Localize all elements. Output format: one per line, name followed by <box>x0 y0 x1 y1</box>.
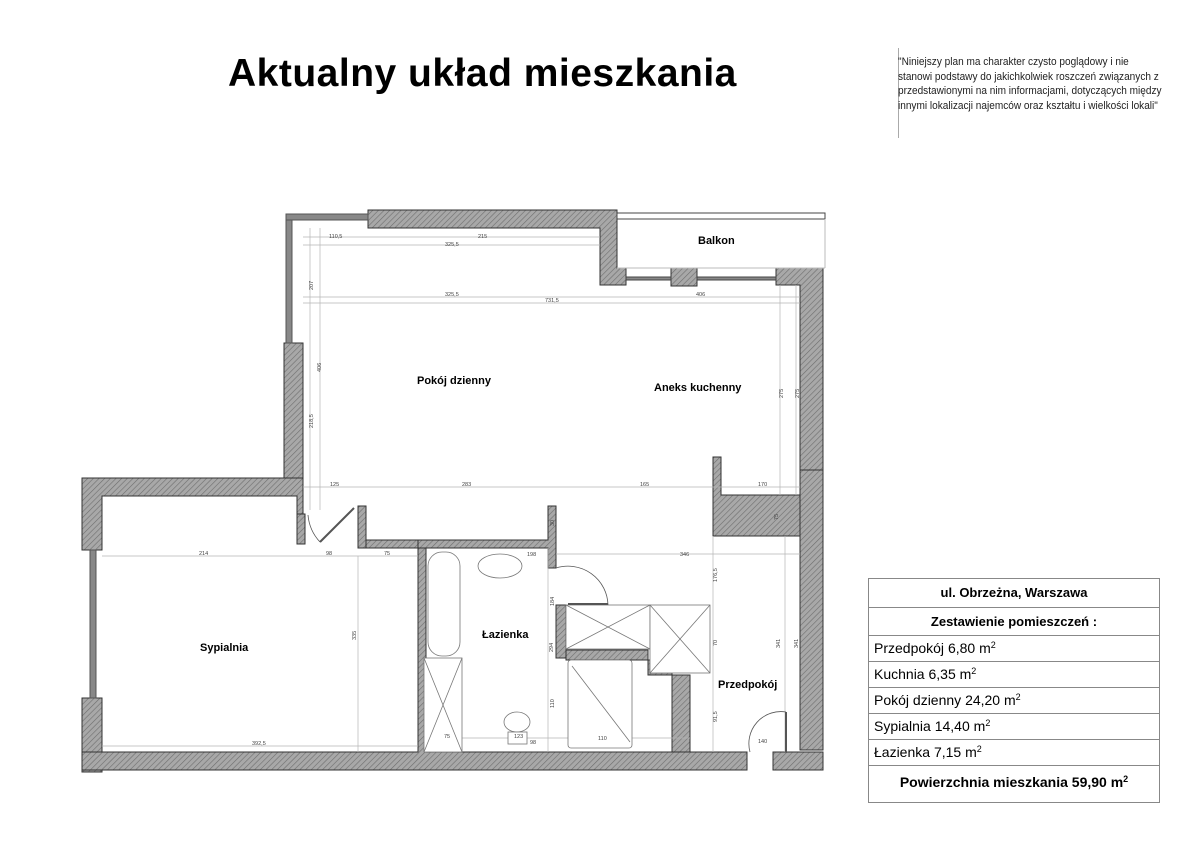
svg-text:184: 184 <box>550 596 556 606</box>
svg-text:198: 198 <box>527 552 537 558</box>
svg-text:70: 70 <box>713 639 719 646</box>
disclaimer-text: "Niniejszy plan ma charakter czysto poglądowy i nie stanowi podstawy do jakichkolwiek roszczeń związanych z przedstawionymi na nim informacjami, dotyczących między innymi lokalizacji najemców oraz kształtu i wielkości lokali" <box>898 56 1162 112</box>
summary-row-lazienka: Łazienka 7,15 $m^2$ <box>869 740 1159 766</box>
room-label-lazienka: Łazienka <box>482 629 529 641</box>
svg-text:98: 98 <box>530 740 537 746</box>
svg-text:346: 346 <box>680 552 690 558</box>
svg-text:176,5: 176,5 <box>713 568 719 582</box>
svg-text:75: 75 <box>444 734 451 740</box>
svg-text:75: 75 <box>384 551 391 557</box>
page-title: Aktualny układ mieszkania <box>228 52 737 95</box>
svg-text:110: 110 <box>550 699 556 708</box>
svg-text:140: 140 <box>758 739 768 745</box>
svg-text:218,5: 218,5 <box>309 414 315 428</box>
svg-text:91,5: 91,5 <box>713 711 719 722</box>
svg-text:341: 341 <box>776 638 782 648</box>
svg-text:110,5: 110,5 <box>329 234 343 240</box>
address: ul. Obrzeżna, Warszawa <box>869 579 1159 608</box>
svg-text:165: 165 <box>640 482 650 488</box>
room-label-przedpokoj: Przedpokój <box>718 679 778 691</box>
svg-text:294: 294 <box>549 642 555 652</box>
svg-text:75: 75 <box>774 513 780 520</box>
room-summary-table <box>868 578 1160 803</box>
svg-text:406: 406 <box>317 362 323 372</box>
room-label-sypialnia: Sypialnia <box>200 642 249 654</box>
summary-row-pokoj-dzienny: Pokój dzienny 24,20 $m^2$ <box>869 688 1159 714</box>
svg-text:335: 335 <box>352 630 358 640</box>
sink <box>478 554 522 578</box>
svg-text:207: 207 <box>309 280 315 290</box>
svg-text:275: 275 <box>795 388 801 398</box>
svg-text:406: 406 <box>696 292 706 298</box>
summary-heading: Zestawienie pomieszczeń : <box>869 608 1159 636</box>
svg-text:325,5: 325,5 <box>445 242 459 248</box>
svg-text:731,5: 731,5 <box>545 298 559 304</box>
svg-text:125: 125 <box>330 482 340 488</box>
svg-text:110: 110 <box>598 736 607 742</box>
room-label-balkon: Balkon <box>698 235 735 247</box>
svg-text:30: 30 <box>550 519 556 526</box>
bathtub <box>428 552 460 656</box>
window-left-upper <box>286 214 368 343</box>
room-label-pokoj-dzienny: Pokój dzienny <box>417 375 491 387</box>
svg-text:170: 170 <box>758 482 768 488</box>
svg-text:123: 123 <box>514 734 524 740</box>
svg-text:98: 98 <box>326 551 333 557</box>
window-bedroom <box>90 550 96 698</box>
svg-text:214: 214 <box>199 551 209 557</box>
summary-row-kuchnia: Kuchnia 6,35 $m^2$ <box>869 662 1159 688</box>
svg-text:392,5: 392,5 <box>252 741 266 747</box>
svg-text:325,5: 325,5 <box>445 292 459 298</box>
svg-text:215: 215 <box>478 234 488 240</box>
summary-total: Powierzchnia mieszkania 59,90 $m^2$ <box>899 774 1129 790</box>
room-label-aneks-kuchenny: Aneks kuchenny <box>654 382 742 394</box>
summary-row-sypialnia: Sypialnia 14,40 $m^2$ <box>869 714 1159 740</box>
svg-text:341: 341 <box>794 638 800 648</box>
toilet <box>504 712 530 732</box>
summary-row-przedpokoj: Przedpokój 6,80 $m^2$ <box>869 636 1159 662</box>
svg-text:283: 283 <box>462 482 472 488</box>
svg-text:275: 275 <box>779 388 785 398</box>
